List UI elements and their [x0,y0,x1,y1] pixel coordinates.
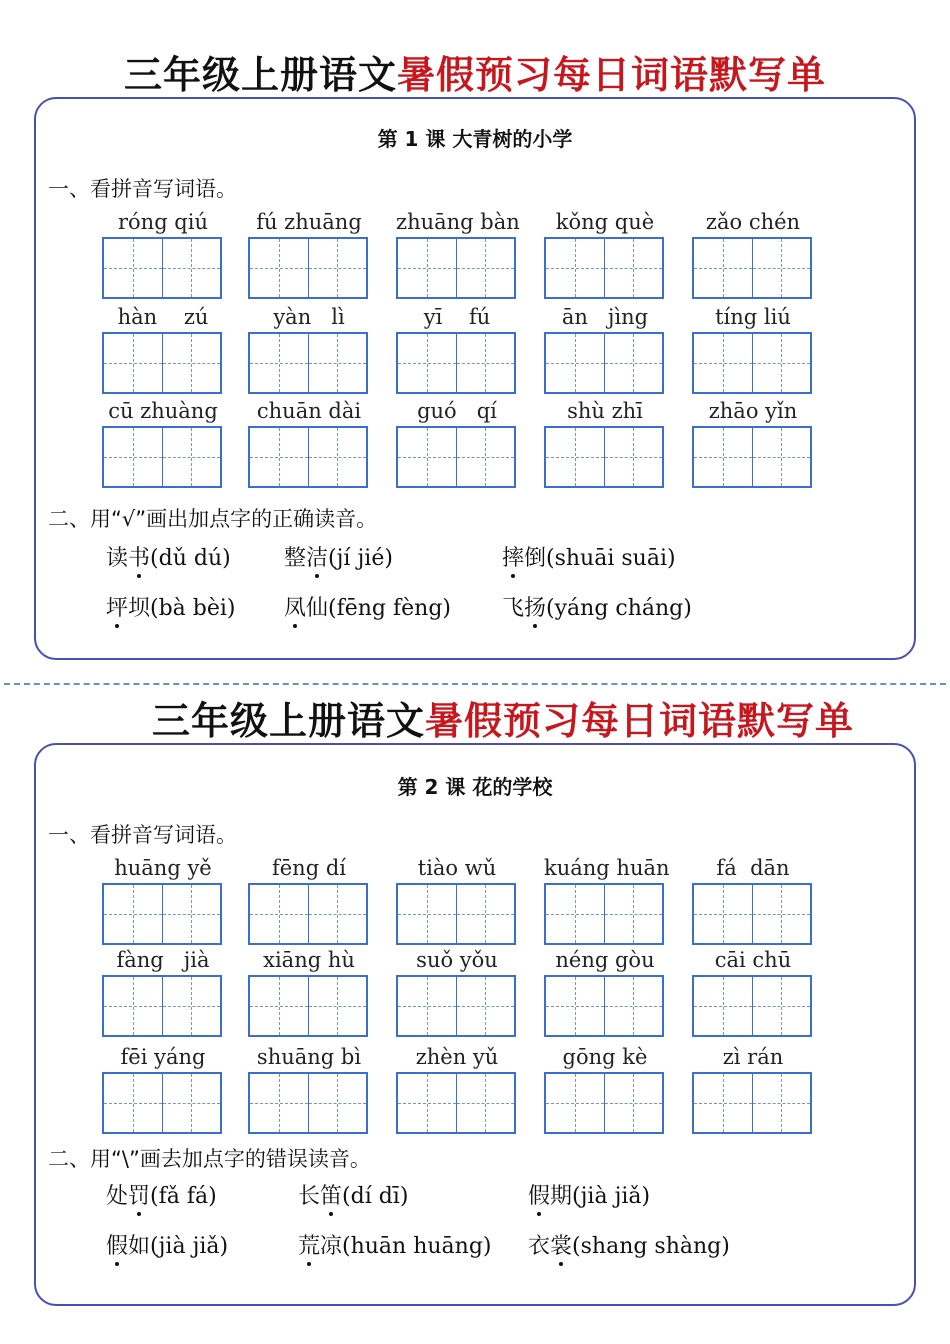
pinyin-label: zhāo yǐn [708,399,798,423]
writing-grid[interactable] [102,332,222,394]
writing-grid[interactable] [544,883,664,945]
word-box [396,207,518,299]
writing-cell[interactable] [162,1074,221,1132]
title-red-text: 暑假预习每日词语默写单 [397,53,827,97]
writing-cell[interactable] [604,977,663,1035]
writing-cell[interactable] [546,334,604,392]
writing-cell[interactable] [308,239,367,297]
writing-grid[interactable] [396,237,516,299]
pinyin-label: shù zhī [567,399,643,423]
item-post-text: (dí dī) [342,1184,409,1209]
item-pre-text: 整 [284,546,307,571]
item-post-text: (fǎ fá) [150,1184,217,1209]
title-black-text: 三年级上册语文 [123,53,397,97]
word-box [396,302,518,394]
writing-cell[interactable] [250,1074,308,1132]
item-dot-text: 假 [528,1179,550,1210]
writing-grid[interactable] [248,1072,368,1134]
writing-cell[interactable] [546,885,604,943]
pinyin-label: huāng yě [114,856,212,880]
word-box [248,945,370,1037]
word-box [396,945,518,1037]
writing-cell[interactable] [104,428,162,486]
word-box [102,302,224,394]
writing-grid[interactable] [544,1072,664,1134]
writing-grid[interactable] [102,883,222,945]
item-pre-text: 处 [106,1184,129,1209]
word-box [248,396,370,488]
word-box [102,945,224,1037]
word-box [248,207,370,299]
writing-cell[interactable] [162,977,221,1035]
word-box [396,853,518,945]
writing-cell[interactable] [398,334,456,392]
pinyin-label: guó qí [417,399,497,423]
writing-cell[interactable] [104,977,162,1035]
pronunciation-item[interactable] [284,591,451,622]
pronunciation-item[interactable] [106,541,231,572]
word-box [248,1042,370,1134]
item-dot-text: 荒 [298,1229,320,1260]
writing-grid[interactable] [248,426,368,488]
pinyin-label: zì rán [722,1045,784,1069]
writing-cell[interactable] [752,977,811,1035]
pinyin-label: róng qiú [117,210,208,234]
word-box [692,1042,814,1134]
pronunciation-item[interactable] [298,1229,492,1260]
sheet-1-title [0,44,950,99]
item-post-text: 坝(bà bèi) [128,596,236,621]
writing-cell[interactable] [398,885,456,943]
pinyin-label: zhèn yǔ [415,1045,499,1069]
writing-cell[interactable] [250,885,308,943]
item-dot-text: 摔 [502,541,524,572]
writing-cell[interactable] [398,977,456,1035]
writing-grid[interactable] [248,332,368,394]
writing-cell[interactable] [604,1074,663,1132]
item-dot-text: 裳 [550,1229,572,1260]
writing-grid[interactable] [248,237,368,299]
writing-cell[interactable] [456,885,515,943]
writing-grid[interactable] [102,426,222,488]
writing-grid[interactable] [692,883,812,945]
writing-grid[interactable] [544,975,664,1037]
writing-cell[interactable] [162,239,221,297]
writing-cell[interactable] [250,977,308,1035]
writing-grid[interactable] [248,975,368,1037]
item-dot-text: 笛 [320,1179,342,1210]
writing-cell[interactable] [104,885,162,943]
pinyin-label: suǒ yǒu [416,948,498,972]
pinyin-label: fú zhuāng [256,210,362,234]
word-box [692,302,814,394]
writing-grid[interactable] [102,237,222,299]
writing-cell[interactable] [162,885,221,943]
pinyin-label: yī fú [423,305,491,329]
writing-cell[interactable] [604,428,663,486]
writing-grid[interactable] [102,975,222,1037]
title-black-text: 三年级上册语文 [151,699,425,743]
writing-cell[interactable] [250,428,308,486]
writing-cell[interactable] [752,334,811,392]
word-box [102,396,224,488]
item-dot-text: 罚 [128,1179,150,1210]
writing-grid[interactable] [692,332,812,394]
writing-cell[interactable] [398,428,456,486]
item-pre-text: 读 [106,546,129,571]
pinyin-label: yàn lì [273,305,345,329]
pinyin-label: zǎo chén [705,210,801,234]
pronunciation-item[interactable] [528,1229,730,1260]
writing-cell[interactable] [308,1074,367,1132]
writing-cell[interactable] [104,334,162,392]
item-dot-text: 洁 [306,541,328,572]
pinyin-label: fàng jià [116,948,210,972]
writing-cell[interactable] [456,977,515,1035]
item-pre-text: 长 [298,1184,321,1209]
lesson-title: 第 1 课 大青树的小学 [377,127,573,151]
writing-grid[interactable] [396,883,516,945]
writing-cell[interactable] [546,428,604,486]
item-post-text: 期(jià jiǎ) [550,1184,651,1209]
item-post-text: 凉(huān huāng) [320,1234,492,1259]
writing-cell[interactable] [162,334,221,392]
pronunciation-item[interactable] [106,1229,228,1260]
writing-grid[interactable] [544,332,664,394]
writing-cell[interactable] [456,239,515,297]
writing-grid[interactable] [396,1072,516,1134]
writing-cell[interactable] [694,885,752,943]
item-post-text: (yáng cháng) [546,596,692,621]
writing-cell[interactable] [604,334,663,392]
section-1-heading: 一、看拼音写词语。 [48,823,237,847]
writing-cell[interactable] [104,1074,162,1132]
writing-cell[interactable] [752,428,811,486]
writing-cell[interactable] [308,885,367,943]
writing-grid[interactable] [692,426,812,488]
section-2-heading: 二、用“\”画去加点字的错误读音。 [48,1147,371,1171]
item-post-text: (shang shàng) [572,1234,730,1259]
pinyin-label: gōng kè [562,1045,648,1069]
writing-cell[interactable] [456,1074,515,1132]
writing-grid[interactable] [544,237,664,299]
writing-grid[interactable] [396,426,516,488]
word-box [102,853,224,945]
writing-cell[interactable] [398,1074,456,1132]
word-box [692,853,814,945]
item-pre-text: 衣 [528,1234,551,1259]
item-dot-text: 书 [128,541,150,572]
writing-cell[interactable] [398,239,456,297]
pinyin-label: zhuāng bàn [396,210,520,234]
writing-cell[interactable] [308,334,367,392]
item-pre-text: 飞 [502,596,525,621]
word-box [544,945,666,1037]
writing-cell[interactable] [456,334,515,392]
item-dot-text: 坪 [106,591,128,622]
writing-cell[interactable] [308,428,367,486]
writing-cell[interactable] [604,885,663,943]
item-post-text: (dǔ dú) [150,546,231,571]
cut-line-divider [4,683,946,685]
writing-cell[interactable] [604,239,663,297]
writing-grid[interactable] [396,332,516,394]
pinyin-label: ān jìng [561,305,649,329]
pinyin-label: kuáng huān [544,856,670,880]
writing-grid[interactable] [692,975,812,1037]
word-box [544,853,670,945]
word-box [102,1042,224,1134]
writing-cell[interactable] [694,239,752,297]
pinyin-label: hàn zú [117,305,209,329]
writing-cell[interactable] [250,334,308,392]
item-post-text: 仙(fēng fèng) [306,596,452,621]
pinyin-label: xiāng hù [263,948,355,972]
pronunciation-item[interactable] [502,591,692,622]
pinyin-label: cū zhuàng [108,399,218,423]
writing-cell[interactable] [456,428,515,486]
writing-cell[interactable] [694,977,752,1035]
writing-cell[interactable] [250,239,308,297]
lesson-title: 第 2 课 花的学校 [397,775,553,799]
writing-cell[interactable] [752,1074,811,1132]
writing-cell[interactable] [546,977,604,1035]
writing-grid[interactable] [692,1072,812,1134]
pinyin-label: cāi chū [714,948,792,972]
pinyin-label: tiào wǔ [417,856,497,880]
pronunciation-item[interactable] [106,591,236,622]
writing-grid[interactable] [692,237,812,299]
writing-cell[interactable] [546,1074,604,1132]
pinyin-label: fēi yáng [120,1045,206,1069]
item-post-text: 如(jià jiǎ) [128,1234,229,1259]
word-box [396,1042,518,1134]
writing-cell[interactable] [752,239,811,297]
worksheet-card-1 [34,97,916,660]
word-box [692,207,814,299]
writing-cell[interactable] [162,428,221,486]
section-1-heading: 一、看拼音写词语。 [48,177,237,201]
writing-cell[interactable] [104,239,162,297]
item-post-text: (jí jié) [328,546,393,571]
word-box [692,396,814,488]
word-box [692,945,814,1037]
pinyin-label: tíng liú [715,305,791,329]
pinyin-label: fá dān [716,856,790,880]
writing-grid[interactable] [544,426,664,488]
pronunciation-item[interactable] [284,541,393,572]
pronunciation-item[interactable] [106,1179,217,1210]
word-box [544,302,666,394]
writing-cell[interactable] [752,885,811,943]
item-dot-text: 假 [106,1229,128,1260]
writing-cell[interactable] [694,334,752,392]
pinyin-label: shuāng bì [256,1045,362,1069]
word-box [248,302,370,394]
worksheet-card-2 [34,743,916,1306]
writing-cell[interactable] [694,1074,752,1132]
pronunciation-item[interactable] [298,1179,408,1210]
writing-grid[interactable] [248,883,368,945]
pronunciation-item[interactable] [528,1179,650,1210]
word-box [102,207,224,299]
item-post-text: 倒(shuāi suāi) [524,546,676,571]
section-2-heading: 二、用“√”画出加点字的正确读音。 [48,507,378,531]
item-dot-text: 凤 [284,591,306,622]
pinyin-label: fēng dí [271,856,346,880]
word-box [544,207,666,299]
sheet-2-title [28,690,950,745]
word-box [396,396,518,488]
writing-cell[interactable] [546,239,604,297]
word-box [544,1042,666,1134]
word-box [248,853,370,945]
item-dot-text: 扬 [524,591,546,622]
pronunciation-item[interactable] [502,541,676,572]
title-red-text: 暑假预习每日词语默写单 [425,699,855,743]
pinyin-label: néng gòu [555,948,655,972]
writing-cell[interactable] [694,428,752,486]
writing-grid[interactable] [396,975,516,1037]
word-box [544,396,666,488]
pinyin-label: chuān dài [256,399,362,423]
writing-cell[interactable] [308,977,367,1035]
pinyin-label: kǒng què [555,210,655,234]
writing-grid[interactable] [102,1072,222,1134]
